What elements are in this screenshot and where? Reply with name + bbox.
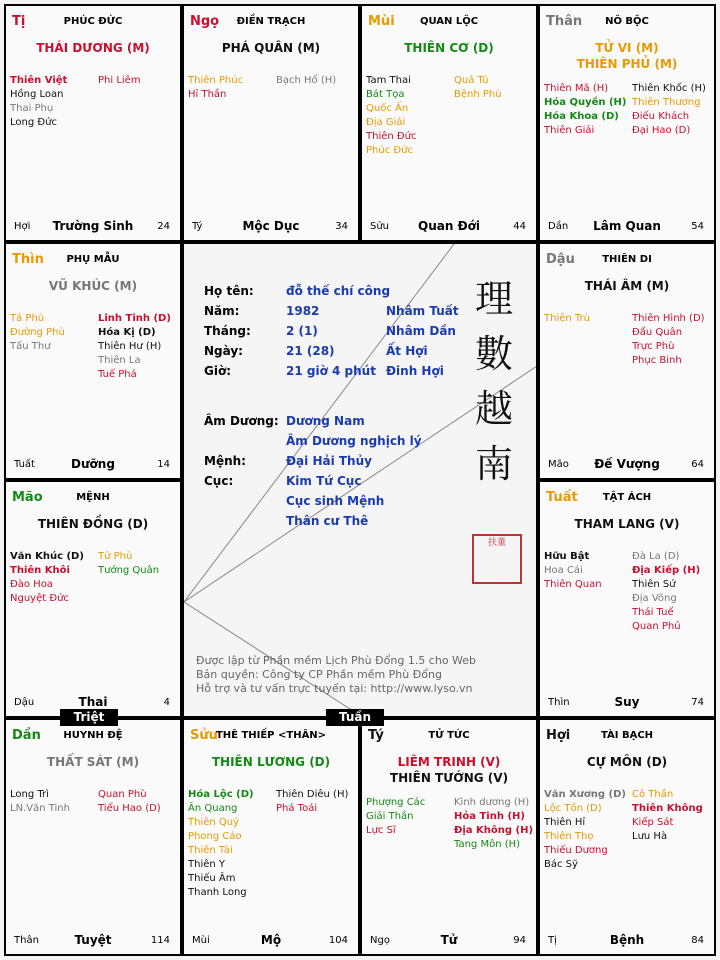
- major-star: THIÊN CƠ (D): [404, 41, 494, 55]
- major-stars: [540, 40, 714, 72]
- palace-house-name: PHÚC ĐỨC: [63, 16, 123, 27]
- info-label: Ngày:: [204, 344, 243, 358]
- calligraphy-char: 數: [474, 332, 513, 376]
- palace-age-number: 54: [691, 221, 704, 232]
- palace-branch: Mùi: [368, 14, 395, 29]
- palace-dan[interactable]: [4, 718, 182, 956]
- palace-direction: Thìn: [548, 697, 570, 708]
- palace-age-number: 14: [157, 459, 170, 470]
- palace-branch: Tuất: [546, 490, 578, 505]
- minor-star: Hóa Kị (D): [98, 327, 156, 338]
- major-stars: [362, 40, 536, 56]
- minor-stars-right: [98, 312, 171, 382]
- major-stars: [540, 516, 714, 532]
- minor-star: Thiên Hình (D): [632, 313, 705, 324]
- palace-branch: Thìn: [12, 252, 44, 267]
- calligraphy-title: [464, 272, 524, 492]
- minor-star: Thiên Diêu (H): [276, 789, 349, 800]
- minor-star: Văn Xương (D): [544, 789, 626, 800]
- minor-star: Tướng Quân: [98, 565, 160, 576]
- minor-stars-left: [10, 788, 70, 816]
- minor-stars-left: [544, 788, 626, 872]
- minor-star: Long Đức: [10, 117, 57, 128]
- palace-branch: Ngọ: [190, 14, 220, 29]
- palace-house-name: TẬT ÁCH: [602, 492, 652, 503]
- palace-branch: Dần: [12, 728, 41, 743]
- palace-hoi[interactable]: [538, 718, 716, 956]
- palace-life-phase: Mộc Dục: [242, 219, 300, 233]
- palace-life-phase: Dưỡng: [71, 457, 115, 471]
- minor-star: Thiên Quý: [188, 817, 240, 828]
- minor-star: Quan Phủ: [632, 621, 681, 632]
- software-credits: [196, 654, 476, 696]
- info-value: 21 (28): [286, 344, 335, 358]
- minor-stars-left: [10, 74, 67, 130]
- palace-direction: Sửu: [370, 221, 390, 232]
- minor-star: Thiếu Dương: [544, 845, 608, 856]
- credit-line: Hỗ trợ và tư vấn trực tuyến tại: http://www.lyso.vn: [196, 682, 473, 695]
- palace-house-name: MỆNH: [76, 492, 110, 503]
- minor-star: Phượng Các: [366, 797, 426, 808]
- minor-star: Thiên Việt: [10, 75, 68, 86]
- palace-branch: Dậu: [546, 252, 575, 267]
- minor-stars-right: [632, 788, 703, 844]
- center-info-panel: [182, 242, 538, 718]
- major-star: THẤT SÁT (M): [46, 755, 140, 769]
- minor-star: Phi Liêm: [98, 75, 141, 86]
- minor-stars-left: [10, 312, 65, 354]
- minor-star: Địa Giải: [366, 117, 406, 128]
- info-label: Mệnh:: [204, 454, 246, 468]
- calligraphy-char: 理: [474, 277, 513, 321]
- minor-star: Hữu Bật: [544, 551, 590, 562]
- minor-star: Nguyệt Đức: [10, 593, 69, 604]
- major-star: THIÊN PHỦ (M): [576, 57, 678, 71]
- minor-star: Trực Phù: [632, 341, 675, 352]
- info-label: Âm Dương:: [204, 414, 279, 428]
- palace-direction: Ngọ: [370, 935, 390, 946]
- minor-star: Phá Toái: [276, 803, 318, 814]
- palace-dau[interactable]: [538, 242, 716, 480]
- info-value: Cục sinh Mệnh: [286, 494, 385, 508]
- info-canchi: Nhâm Dần: [386, 324, 456, 338]
- minor-star: Lưu Hà: [632, 831, 668, 842]
- info-label: Họ tên:: [204, 284, 254, 298]
- minor-star: Thiên Thương: [632, 97, 701, 108]
- major-stars: [6, 278, 180, 294]
- minor-stars-right: [98, 74, 141, 88]
- minor-star: Đường Phù: [10, 327, 65, 338]
- minor-star: Phong Cáo: [188, 831, 242, 842]
- palace-direction: Hợi: [14, 221, 31, 232]
- major-stars: [184, 754, 358, 770]
- minor-star: Bác Sỹ: [544, 859, 578, 870]
- minor-star: Đà La (D): [632, 551, 680, 562]
- palace-life-phase: Trường Sinh: [52, 219, 134, 233]
- minor-star: Thanh Long: [188, 887, 247, 898]
- minor-star: Thiên Sứ: [632, 579, 676, 590]
- palace-life-phase: Mộ: [260, 933, 282, 947]
- palace-age-number: 114: [150, 935, 170, 946]
- palace-suu[interactable]: [182, 718, 360, 956]
- minor-star: Thiên Phúc: [188, 75, 244, 86]
- minor-star: Bát Tọa: [366, 89, 405, 100]
- palace-age-number: 4: [163, 697, 170, 708]
- seal-stamp: 扶董: [472, 534, 522, 584]
- info-canchi: Đinh Hợi: [386, 364, 444, 378]
- minor-star: Tang Môn (H): [454, 839, 521, 850]
- palace-life-phase: Lâm Quan: [593, 219, 661, 233]
- minor-star: Tả Phù: [10, 313, 45, 324]
- minor-star: Thiên Không: [632, 803, 703, 814]
- minor-star: Giải Thần: [366, 811, 414, 822]
- info-value: đỗ thế chí công: [286, 284, 391, 298]
- palace-branch: Mão: [12, 490, 43, 505]
- palace-house-name: PHỤ MẪU: [66, 254, 120, 265]
- minor-star: Hỉ Thần: [188, 89, 227, 100]
- minor-star: Long Trì: [10, 789, 49, 800]
- tuan-tag: Tuần: [326, 709, 384, 726]
- minor-star: Tuế Phá: [98, 369, 137, 380]
- major-stars: [6, 754, 180, 770]
- palace-house-name: QUAN LỘC: [419, 16, 479, 27]
- info-label: Năm:: [204, 304, 240, 318]
- minor-star: Văn Khúc (D): [10, 551, 84, 562]
- minor-star: Cô Thần: [632, 789, 674, 800]
- minor-star: Bệnh Phù: [454, 89, 502, 100]
- palace-life-phase: Thai: [78, 695, 108, 709]
- palace-ngo[interactable]: [182, 4, 360, 242]
- minor-star: Hồng Loan: [10, 89, 64, 100]
- palace-age-number: 84: [691, 935, 704, 946]
- palace-direction: Mùi: [192, 935, 210, 946]
- minor-stars-right: [454, 796, 533, 852]
- palace-house-name: ĐIỀN TRẠCH: [236, 16, 306, 27]
- palace-mui[interactable]: [360, 4, 538, 242]
- minor-star: Hóa Khoa (D): [544, 111, 619, 122]
- palace-age-number: 34: [335, 221, 348, 232]
- info-value: 2 (1): [286, 324, 318, 338]
- palace-life-phase: Bệnh: [609, 933, 645, 947]
- palace-life-phase: Tử: [440, 933, 458, 947]
- minor-stars-left: [544, 550, 602, 592]
- major-star: VŨ KHÚC (M): [48, 279, 138, 293]
- minor-stars-left: [366, 796, 425, 838]
- minor-star: Kiếp Sát: [632, 817, 674, 828]
- major-stars: [6, 516, 180, 532]
- major-star: PHÁ QUÂN (M): [221, 41, 321, 55]
- minor-star: Hỏa Tinh (H): [454, 811, 525, 822]
- major-star: THÁI ÂM (M): [584, 279, 670, 293]
- minor-star: Đào Hoa: [10, 579, 53, 590]
- minor-stars-right: [454, 74, 502, 102]
- minor-stars-left: [188, 74, 243, 102]
- major-stars: [362, 754, 536, 786]
- palace-direction: Tuất: [14, 459, 35, 470]
- major-star: TỬ VI (M): [595, 41, 659, 55]
- palace-life-phase: Đế Vượng: [594, 457, 660, 471]
- palace-direction: Tị: [548, 935, 557, 946]
- major-star: THIÊN TƯỚNG (V): [389, 771, 509, 785]
- major-star: THAM LANG (V): [574, 517, 680, 531]
- minor-star: Thiên Y: [188, 859, 226, 870]
- minor-star: Thiên Hỉ: [544, 817, 586, 828]
- palace-age-number: 44: [513, 221, 526, 232]
- palace-house-name: NÔ BỘC: [605, 16, 649, 27]
- minor-star: Thiên Trù: [544, 313, 590, 324]
- palace-age-number: 64: [691, 459, 704, 470]
- palace-thin[interactable]: [4, 242, 182, 480]
- minor-stars-right: [632, 312, 705, 368]
- minor-star: Linh Tinh (D): [98, 313, 171, 324]
- info-canchi: Nhâm Tuất: [386, 304, 459, 318]
- palace-life-phase: Suy: [614, 695, 640, 709]
- major-stars: [184, 40, 358, 56]
- palace-house-name: TỬ TỨC: [428, 730, 470, 741]
- minor-star: Tấu Thư: [10, 341, 51, 352]
- palace-branch: Tị: [12, 14, 26, 29]
- major-star: THIÊN ĐỒNG (D): [37, 517, 149, 531]
- minor-star: Phục Binh: [632, 355, 682, 366]
- minor-star: Tử Phù: [98, 551, 133, 562]
- minor-star: Hóa Lộc (D): [188, 789, 254, 800]
- minor-stars-right: [276, 788, 348, 816]
- minor-star: Phúc Đức: [366, 145, 413, 156]
- minor-star: Thiên Khôi: [10, 565, 70, 576]
- palace-direction: Dần: [548, 221, 569, 232]
- minor-star: Địa Võng: [632, 593, 677, 604]
- palace-direction: Dậu: [14, 697, 35, 708]
- credit-line: Được lập từ Phần mềm Lịch Phù Đổng 1.5 cho Web: [196, 654, 477, 667]
- palace-branch: Hợi: [546, 728, 571, 743]
- minor-stars-left: [366, 74, 416, 158]
- major-star: THÁI DƯƠNG (M): [36, 41, 150, 55]
- major-stars: [540, 278, 714, 294]
- palace-age-number: 94: [513, 935, 526, 946]
- minor-star: Tiểu Hao (D): [98, 803, 161, 814]
- minor-stars-left: [544, 312, 590, 326]
- palace-house-name: THÊ THIẾP <THÂN>: [215, 730, 327, 741]
- major-star: LIÊM TRINH (V): [397, 755, 501, 769]
- info-label: Giờ:: [204, 364, 232, 378]
- palace-direction: Thân: [14, 935, 39, 946]
- minor-star: Đẩu Quân: [632, 327, 683, 338]
- palace-than[interactable]: [538, 4, 716, 242]
- minor-stars-right: [98, 550, 159, 578]
- palace-life-phase: Tuyệt: [74, 933, 112, 947]
- palace-age-number: 24: [157, 221, 170, 232]
- info-label: Tháng:: [204, 324, 251, 338]
- minor-stars-left: [544, 82, 627, 138]
- palace-ti[interactable]: [4, 4, 182, 242]
- minor-star: Điếu Khách: [632, 111, 690, 122]
- info-value: Kim Tứ Cục: [286, 474, 362, 488]
- info-value: Thân cư Thê: [286, 514, 369, 528]
- minor-star: Hoa Cái: [544, 565, 583, 576]
- minor-star: Thai Phụ: [10, 103, 54, 114]
- minor-stars-right: [632, 82, 706, 138]
- palace-house-name: THIÊN DI: [602, 254, 652, 265]
- minor-star: Thiên Giải: [544, 125, 595, 136]
- palace-house-name: HUYNH ĐỆ: [63, 730, 123, 741]
- major-star: THIÊN LƯƠNG (D): [211, 755, 331, 769]
- palace-age-number: 74: [691, 697, 704, 708]
- minor-star: Thiên Thọ: [544, 831, 594, 842]
- calligraphy-char: 越: [474, 387, 513, 431]
- minor-star: Ân Quang: [188, 803, 238, 814]
- minor-star: Quả Tú: [454, 75, 489, 86]
- major-star: CỰ MÔN (D): [586, 755, 668, 769]
- minor-star: Tam Thai: [366, 75, 411, 86]
- minor-star: Thiên Quan: [544, 579, 602, 590]
- minor-star: Thiên Khốc (H): [632, 83, 706, 94]
- info-value: Dương Nam: [286, 414, 365, 428]
- info-value: 1982: [286, 304, 320, 318]
- info-value: Âm Dương nghịch lý: [286, 434, 422, 448]
- major-stars: [6, 40, 180, 56]
- palace-direction: Mão: [548, 459, 569, 470]
- palace-life-phase: Quan Đới: [418, 219, 480, 233]
- palace-house-name: TÀI BẠCH: [600, 730, 654, 741]
- triet-tag: Triệt: [60, 709, 118, 726]
- minor-stars-right: [276, 74, 336, 88]
- minor-star: Thiên Tài: [188, 845, 233, 856]
- minor-star: Quan Phù: [98, 789, 147, 800]
- minor-star: LN.Văn Tinh: [10, 803, 70, 814]
- info-value: Đại Hải Thủy: [286, 454, 372, 468]
- palace-tuat[interactable]: [538, 480, 716, 718]
- minor-star: Thiên Hư (H): [98, 341, 162, 352]
- minor-star: Hóa Quyền (H): [544, 97, 627, 108]
- palace-ty[interactable]: [360, 718, 538, 956]
- minor-star: Lực Sĩ: [366, 825, 396, 836]
- palace-age-number: 104: [328, 935, 348, 946]
- palace-direction: Tý: [192, 221, 203, 232]
- minor-star: Địa Không (H): [454, 825, 534, 836]
- info-label: Cục:: [204, 474, 234, 488]
- info-canchi: Ất Hợi: [386, 344, 428, 358]
- minor-star: Thái Tuế: [632, 607, 674, 618]
- minor-star: Thiếu Âm: [188, 873, 236, 884]
- palace-branch: Thân: [546, 14, 583, 29]
- palace-mao[interactable]: [4, 480, 182, 718]
- info-value: 21 giờ 4 phút: [286, 364, 376, 378]
- minor-stars-left: [10, 550, 84, 606]
- major-stars: [540, 754, 714, 770]
- palace-branch: Tý: [368, 728, 384, 743]
- calligraphy-char: 南: [474, 442, 513, 486]
- minor-stars-left: [188, 788, 254, 900]
- minor-star: Lộc Tồn (D): [544, 803, 602, 814]
- minor-star: Quốc Ấn: [366, 103, 409, 114]
- minor-star: Bạch Hổ (H): [276, 75, 337, 86]
- minor-star: Thiên La: [98, 355, 141, 366]
- minor-star: Đại Hao (D): [632, 125, 691, 136]
- palace-branch: Sửu: [190, 728, 218, 743]
- minor-star: Thiên Mã (H): [544, 83, 609, 94]
- minor-stars-right: [98, 788, 161, 816]
- credit-line: Bản quyền: Công ty CP Phần mềm Phù Đổng: [196, 668, 442, 681]
- minor-stars-right: [632, 550, 700, 634]
- minor-star: Địa Kiếp (H): [632, 565, 701, 576]
- minor-star: Kình dương (H): [454, 797, 530, 808]
- minor-star: Thiên Đức: [366, 131, 417, 142]
